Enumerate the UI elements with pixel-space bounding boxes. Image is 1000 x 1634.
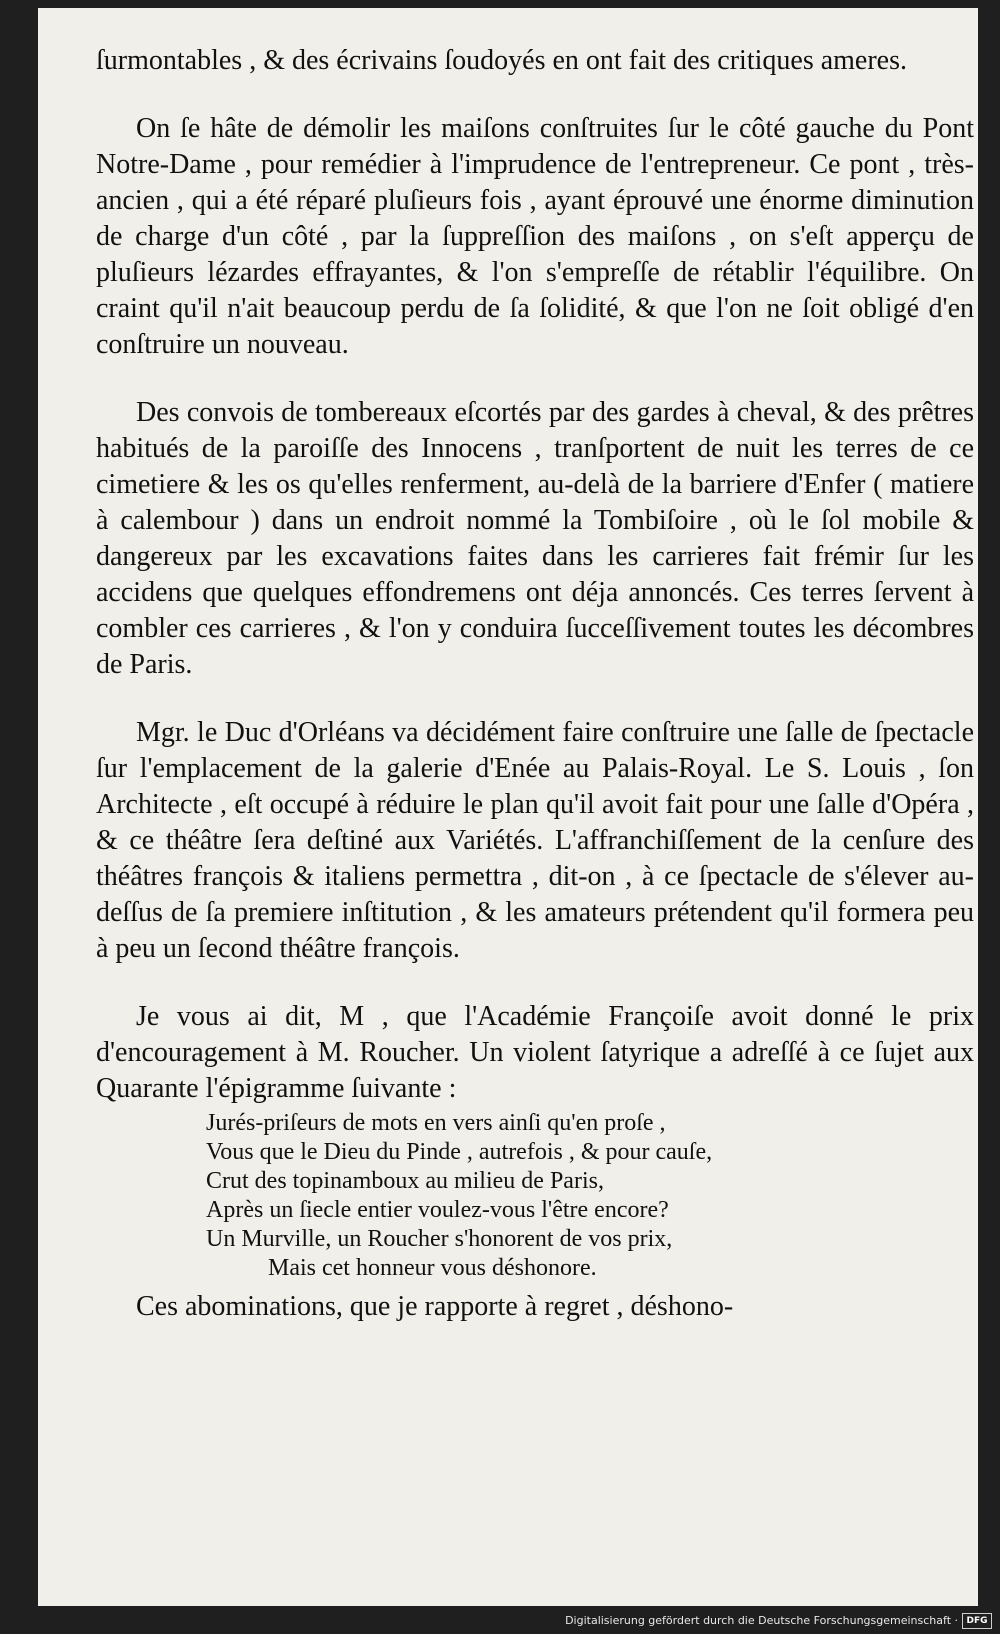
paragraph-3: Des convois de tombereaux eſcortés par des gardes à cheval, & des prêtres habitués de la paroiſſe des Innocens , tranſportent de nuit les terres de ce cimetiere & les os qu'elles renferment, au-delà de la barriere d'Enfer ( matiere à calembour ) dans un endroit nommé la Tombiſoire , où le ſol mobile & dangereux par les excavations faites dans les carrieres fait frémir ſur les accidens que quelques effondremens ont déja annoncés. Ces terres ſervent à combler ces carrieres , & l'on y conduira ſucceſſivement toutes les décombres de Paris. <box>96 397 974 680</box>
poem-line-5: Un Murville, un Roucher s'honorent de vos prix, <box>206 1226 673 1252</box>
closing-line: Ces abominations, que je rapporte à regret , déshono- <box>136 1291 734 1322</box>
poem-line-3: Crut des topinamboux au milieu de Paris, <box>206 1168 604 1194</box>
paragraph-1: ſurmontables , & des écrivains ſoudoyés en ont fait des critiques ameres. <box>96 45 908 76</box>
dfg-logo: DFG <box>962 1613 992 1629</box>
footer-bar <box>0 1606 1000 1634</box>
paragraph-5: Je vous ai dit, M , que l'Académie Françoiſe avoit donné le prix d'encouragement à M. Roucher. Un violent ſatyrique a adreſſé à ce ſujet aux Quarante l'épigramme ſuivante : <box>96 1001 974 1104</box>
poem-line-1: Jurés-priſeurs de mots en vers ainſi qu'en proſe , <box>206 1110 666 1136</box>
poem-line-2: Vous que le Dieu du Pinde , autrefois , & pour cauſe, <box>206 1139 713 1165</box>
poem-line-6: Mais cet honneur vous déshonore. <box>268 1255 597 1281</box>
scanned-page <box>38 8 978 1606</box>
poem-line-4: Après un ſiecle entier voulez-vous l'être encore? <box>206 1197 669 1223</box>
paragraph-4: Mgr. le Duc d'Orléans va décidément faire conſtruire une ſalle de ſpectacle ſur l'emplacement de la galerie d'Enée au Palais-Royal. Le S. Louis , ſon Architecte , eſt occupé à réduire le plan qu'il avoit fait pour une ſalle d'Opéra , & ce théâtre ſera deſtiné aux Variétés. L'affranchiſſement de la cenſure des théâtres françois & italiens permettra , dit-on , à ce ſpectacle de s'élever au-deſſus de ſa premiere inſtitution , & les amateurs prétendent qu'il formera peu à peu un ſecond théâtre françois. <box>96 717 974 964</box>
digitization-credit: Digitalisierung gefördert durch die Deutsche Forschungsgemeinschaft · <box>565 1614 958 1627</box>
epigram <box>206 1109 974 1283</box>
body-text <box>96 43 974 1325</box>
paragraph-2: On ſe hâte de démolir les maiſons conſtruites ſur le côté gauche du Pont Notre-Dame , pour remédier à l'imprudence de l'entrepreneur. Ce pont , très-ancien , qui a été réparé pluſieurs fois , ayant éprouvé une énorme diminution de charge d'un côté , par la ſuppreſſion des maiſons , on s'eſt apperçu de pluſieurs lézardes effrayantes, & l'on s'empreſſe de rétablir l'équilibre. On craint qu'il n'ait beaucoup perdu de ſa ſolidité, & que l'on ne ſoit obligé d'en conſtruire un nouveau. <box>96 113 974 360</box>
